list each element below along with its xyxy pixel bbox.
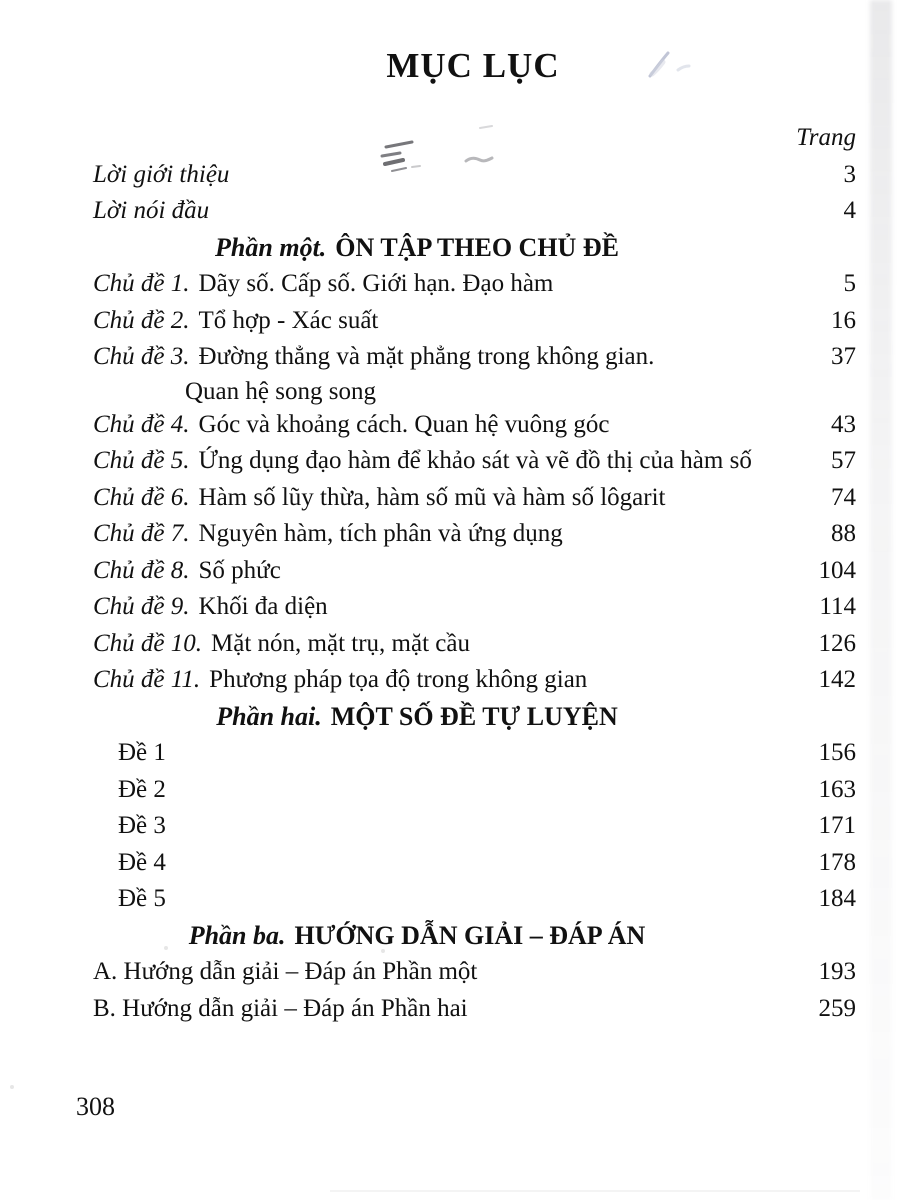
entry-page: 178 [818,848,856,876]
toc-entry [90,443,856,480]
toc-entry [90,881,856,918]
toc-entry [90,991,856,1028]
toc-entry [90,954,856,991]
entry-title-continuation: Quan hệ song song [185,377,376,405]
toc-entry [90,193,856,230]
entry-title: Hàm số lũy thừa, hàm số mũ và hàm số lôgarit [198,483,666,511]
entry-title: Mặt nón, mặt trụ, mặt cầu [211,629,470,657]
entry-prefix: Chủ đề 5. [93,447,190,474]
entry-title: Đề 2 [118,775,166,803]
entry-title: Lời nói đầu [93,197,210,224]
entry-title: Ứng dụng đạo hàm để khảo sát và vẽ đồ thị của hàm số [198,447,752,474]
entry-title: Khối đa diện [198,593,328,620]
entry-page: 3 [843,160,856,188]
entry-page: 259 [818,994,856,1022]
entry-page: 163 [818,775,856,803]
entry-page: 126 [818,629,856,657]
toc-entry [90,845,856,882]
entry-title: Phương pháp tọa độ trong không gian [209,666,588,693]
entry-title: B. Hướng dẫn giải – Đáp án Phần hai [93,994,468,1022]
section-heading-part-two [34,699,800,736]
entry-title: Đường thẳng và mặt phẳng trong không gian. [198,343,655,370]
entry-title: A. Hướng dẫn giải – Đáp án Phần một [93,958,478,985]
entry-title: Đề 3 [118,812,166,839]
entry-page: 74 [831,483,856,511]
entry-title: Tổ hợp - Xác suất [198,306,379,334]
toc-content [90,44,856,1027]
entry-prefix: Chủ đề 3. [93,343,190,370]
toc-entry [90,157,856,194]
toc-entry [90,407,856,444]
entry-page: 114 [819,593,856,620]
entry-prefix: Chủ đề 11. [93,666,201,693]
toc-entry [90,735,856,772]
entry-page: 5 [843,270,856,297]
toc-entry [90,553,856,590]
folio-page-number: 308 [76,1092,115,1121]
entry-prefix: Chủ đề 6. [93,483,190,511]
entry-prefix: Chủ đề 2. [93,306,190,334]
toc-entry [90,772,856,809]
page-title: MỤC LỤC [386,46,560,85]
entry-prefix: Chủ đề 9. [93,593,190,620]
section-heading-part-one [34,230,800,267]
toc-entry [90,808,856,845]
toc-entry [90,626,856,663]
entry-page: 4 [843,197,856,224]
section-heading-part-three [34,918,800,955]
entry-page: 37 [831,343,856,370]
entry-prefix: Chủ đề 4. [93,410,190,438]
entry-page: 88 [831,520,856,547]
toc-entry [90,266,856,303]
entry-page: 171 [818,812,856,839]
entry-title: Nguyên hàm, tích phân và ứng dụng [198,520,563,547]
entry-page: 43 [831,410,856,438]
entry-title: Đề 1 [118,739,166,766]
entry-title: Lời giới thiệu [93,160,230,188]
entry-page: 104 [818,556,856,584]
section-heading-prefix: Phần một. [215,232,327,262]
section-heading-title: ÔN TẬP THEO CHỦ ĐỀ [335,232,619,262]
toc-entry [90,589,856,626]
entry-prefix: Chủ đề 8. [93,556,190,584]
page-column-header: Trang [796,124,856,151]
entry-title: Dãy số. Cấp số. Giới hạn. Đạo hàm [198,270,554,297]
entry-prefix: Chủ đề 10. [93,629,203,657]
toc-entry [90,303,856,340]
entry-page: 142 [818,666,856,693]
entry-prefix: Chủ đề 1. [93,270,190,297]
scan-edge-shadow [870,0,892,1200]
entry-page: 184 [818,885,856,912]
section-heading-prefix: Phần hai. [216,701,322,731]
section-heading-title: MỘT SỐ ĐỀ TỰ LUYỆN [330,701,618,731]
entry-title: Số phức [198,556,281,584]
section-heading-prefix: Phần ba. [188,920,286,950]
entry-title: Góc và khoảng cách. Quan hệ vuông góc [198,410,610,438]
entry-page: 193 [818,958,856,985]
entry-title: Đề 4 [118,848,166,876]
toc-entry [90,662,856,699]
entry-prefix: Chủ đề 7. [93,520,190,547]
toc-entry [90,339,856,376]
toc-entry [90,516,856,553]
section-heading-title: HƯỚNG DẪN GIẢI – ĐÁP ÁN [294,920,646,950]
scan-artifact-line [330,1190,860,1192]
entry-page: 16 [831,306,856,334]
entry-page: 57 [831,447,856,474]
entry-title: Đề 5 [118,885,166,912]
entry-page: 156 [818,739,856,766]
toc-entry [90,480,856,517]
